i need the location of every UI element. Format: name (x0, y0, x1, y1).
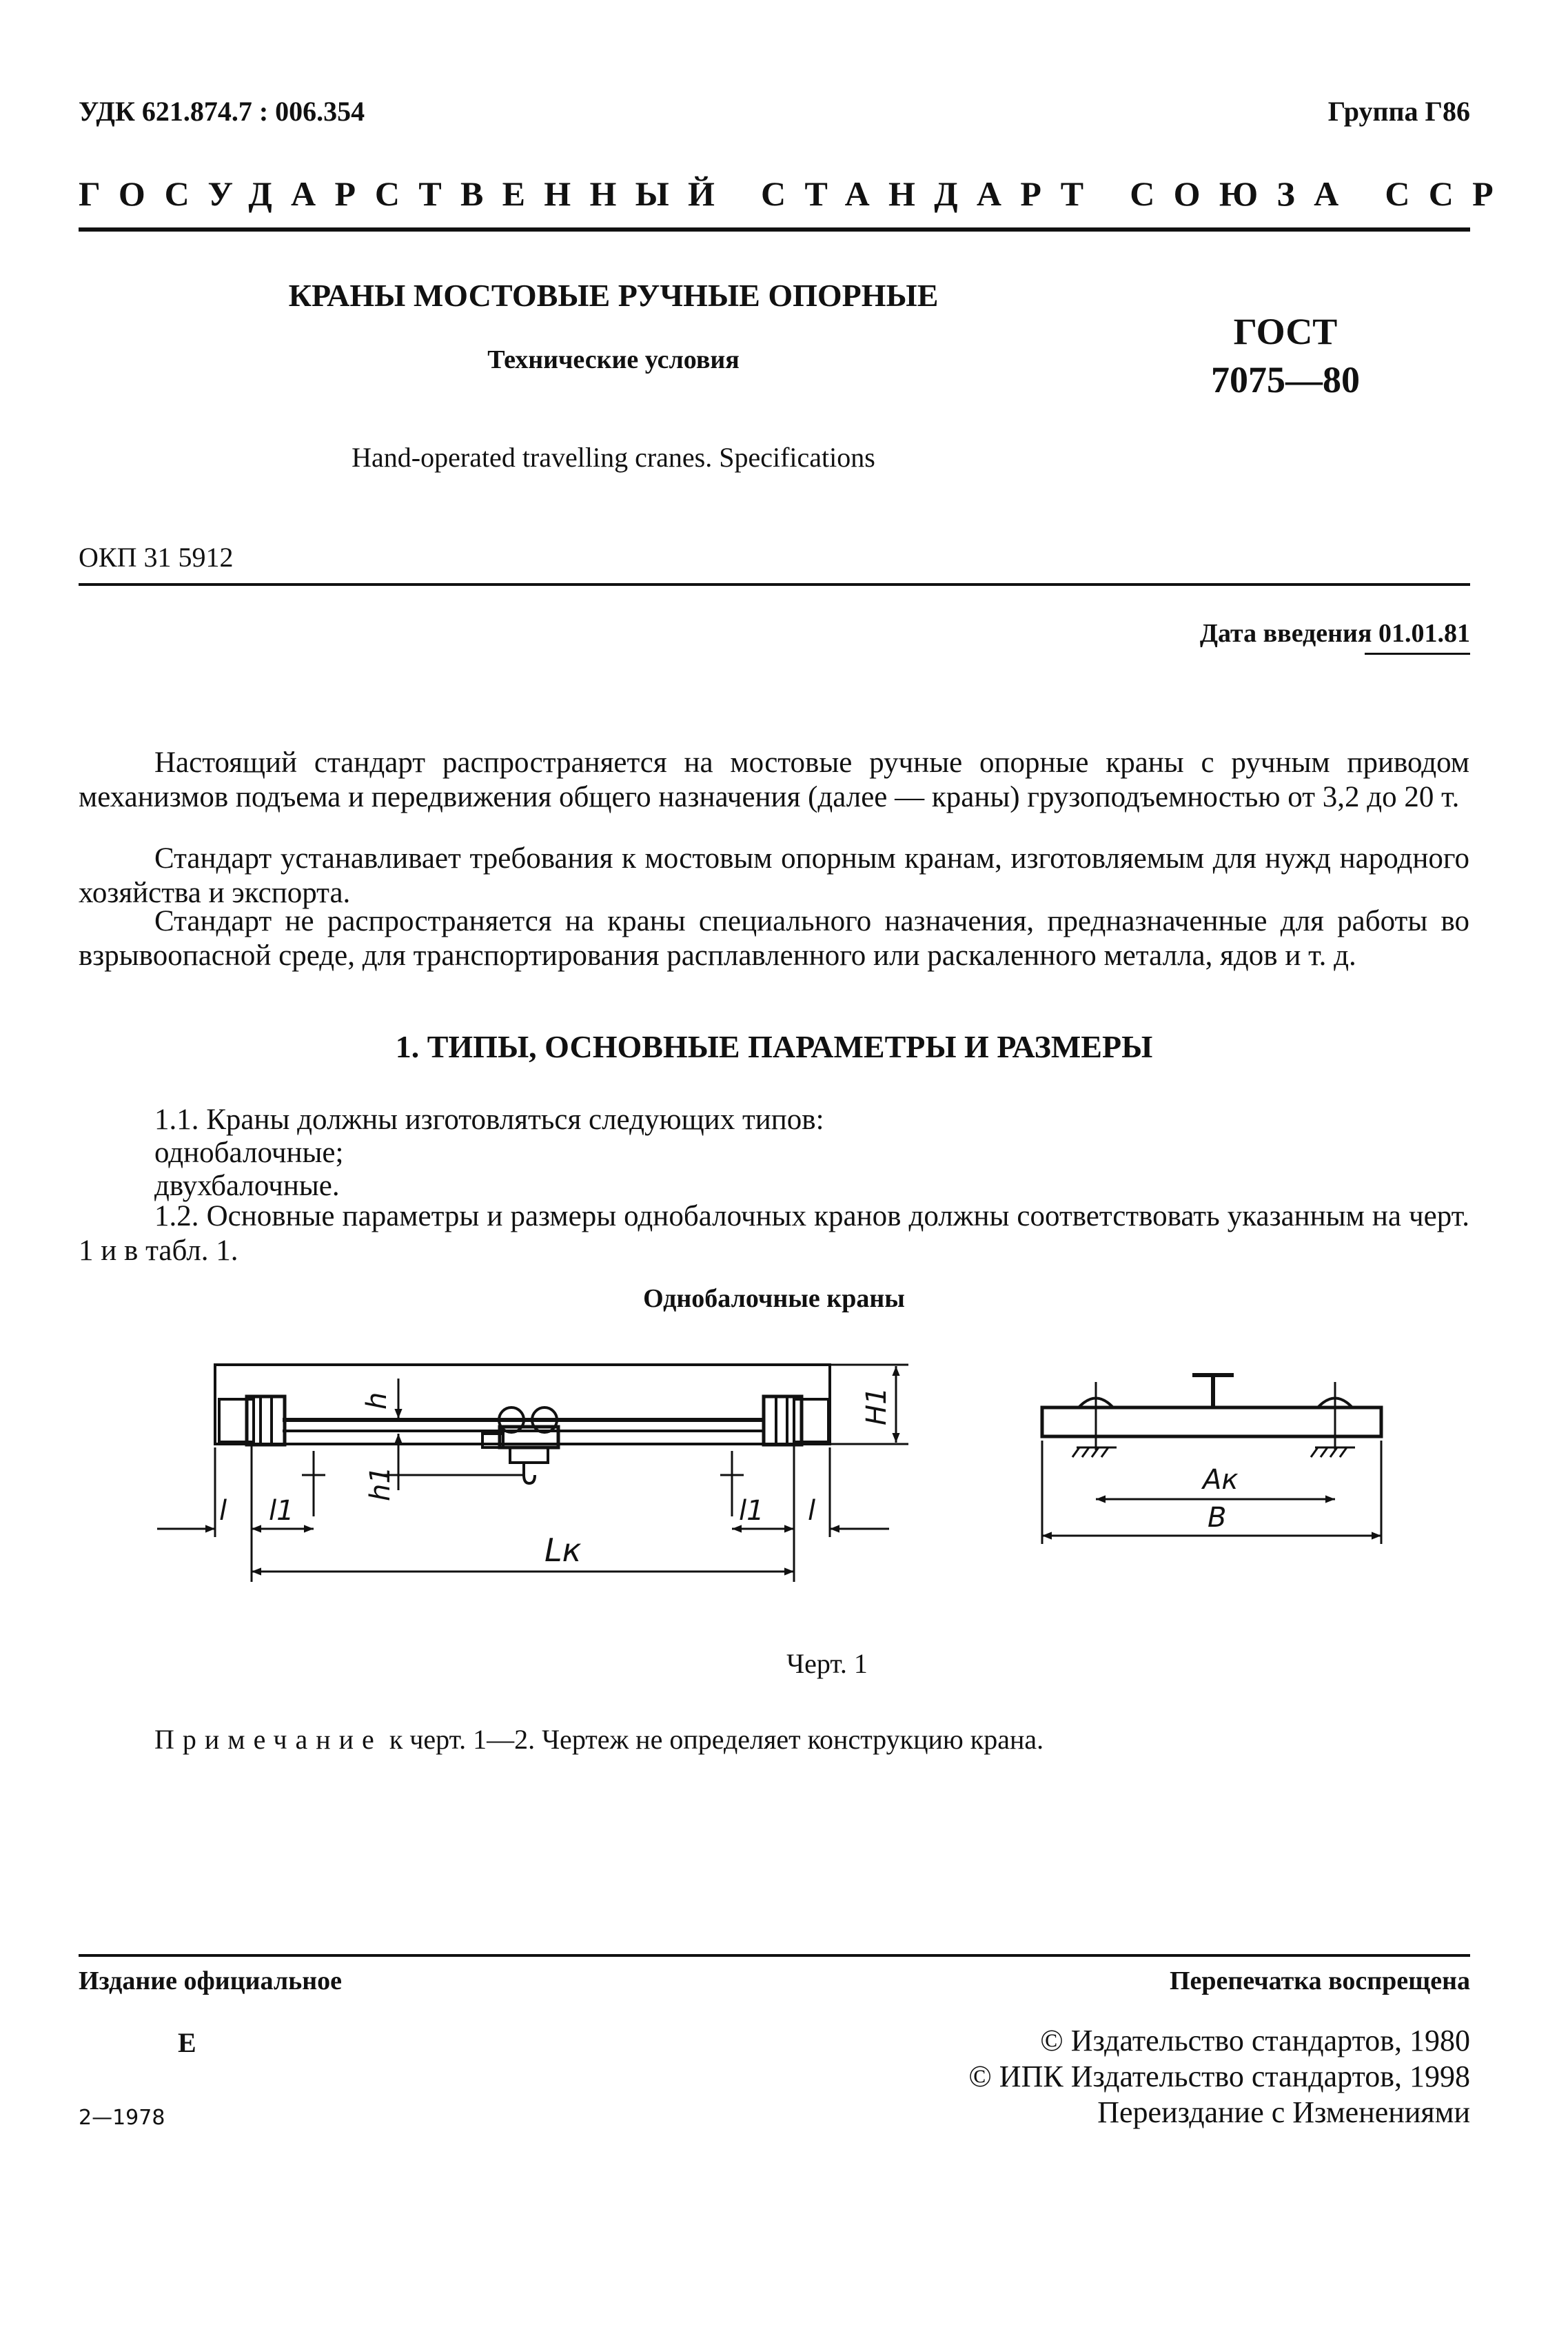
gost-label: ГОСТ (1233, 311, 1338, 352)
footer-rule (79, 1954, 1470, 1957)
effective-date-label: Дата введения (1199, 619, 1372, 648)
english-title: Hand-operated travelling cranes. Specifications (352, 442, 875, 473)
label-l1-right: l1 (739, 1495, 764, 1527)
intro-paragraph-2: Стандарт устанавливает требования к мостовым опорным кранам, изготовляемым для нужд народного хозяйства и экспорта. (79, 842, 1469, 909)
label-l-left: l (219, 1495, 227, 1527)
label-l-right: l (808, 1495, 816, 1527)
copyright-1998: © ИПК Издательство стандартов, 1998 (968, 2060, 1470, 2093)
figure-heading: Однобалочные краны (643, 1284, 905, 1313)
crane-type-single: однобалочные; (154, 1137, 344, 1169)
effective-date-value: 01.01.81 (1378, 619, 1470, 648)
okp-code: ОКП 31 5912 (79, 542, 234, 573)
intro-paragraph-1: Настоящий стандарт распространяется на мостовые ручные опорные краны с ручным приводом механизмов подъема и передвижения общего назначения (далее — краны) грузоподъемностью от 3,2 до 20 т. (79, 746, 1469, 813)
label-h1: h1 (365, 1466, 396, 1501)
edition-letter: Е (178, 2027, 196, 2058)
label-H1: H1 (861, 1387, 893, 1425)
copyright-1980: © Издательство стандартов, 1980 (1040, 2024, 1470, 2057)
reissue-note: Переиздание с Изменениями (1097, 2095, 1470, 2129)
front-view (157, 1365, 908, 1582)
reprint-prohibited: Перепечатка воспрещена (1169, 1966, 1470, 1995)
section-1-heading: 1. ТИПЫ, ОСНОВНЫЕ ПАРАМЕТРЫ И РАЗМЕРЫ (395, 1029, 1153, 1064)
label-B: B (1208, 1502, 1227, 1534)
document-subtitle: Технические условия (487, 345, 740, 374)
label-Ak: Aк (1203, 1464, 1239, 1496)
group-code: Группа Г86 (1327, 96, 1470, 127)
document-title: КРАНЫ МОСТОВЫЕ РУЧНЫЕ ОПОРНЫЕ (288, 278, 939, 313)
intro-paragraph-3: Стандарт не распространяется на краны специального назначения, предназначенные для работы во взрывоопасной среде, для транспортирования расплавленного или раскаленного металла, ядов и т. д. (79, 905, 1469, 972)
left-end-truck (219, 1396, 285, 1445)
label-span: Lк (544, 1532, 582, 1569)
official-edition: Издание официальное (79, 1966, 343, 1995)
crane-type-double: двухбалочные. (154, 1170, 340, 1202)
clause-1-1: 1.1. Краны должны изготовляться следующих типов: (154, 1104, 824, 1136)
figure-caption: Черт. 1 (786, 1648, 868, 1679)
end-carriage (1042, 1407, 1381, 1436)
print-code: 2—1978 (79, 2106, 165, 2130)
clause-1-2: 1.2. Основные параметры и размеры однобалочных кранов должны соответствовать указанным на черт. 1 и в табл. 1. (79, 1200, 1469, 1267)
label-h: h (361, 1392, 393, 1410)
rail-supports (1072, 1447, 1355, 1457)
note-text: к черт. 1—2. Чертеж не определяет конструкцию крана. (389, 1724, 1044, 1755)
figure-note (154, 1723, 1043, 1756)
gost-number: 7075—80 (1211, 359, 1360, 400)
standard-banner: ГОСУДАРСТВЕННЫЙ СТАНДАРТ СОЮЗА ССР (79, 174, 1512, 213)
label-l1-left: l1 (269, 1495, 294, 1527)
right-end-truck (764, 1396, 828, 1445)
udk-code: УДК 621.874.7 : 006.354 (79, 96, 365, 127)
note-label: Примечание (154, 1724, 383, 1755)
